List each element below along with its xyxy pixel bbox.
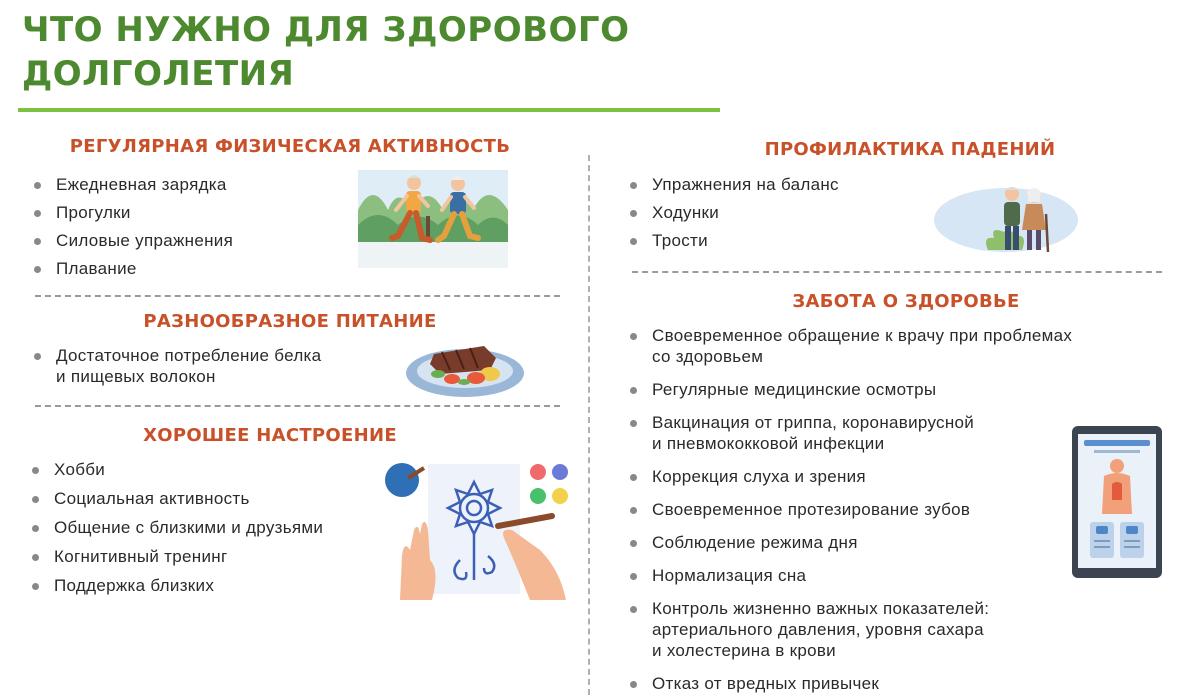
list-item: Когнитивный тренинг (32, 546, 323, 567)
list-item (630, 565, 1072, 586)
section-heading-nutrition: РАЗНООБРАЗНОЕ ПИТАНИЕ (143, 311, 437, 332)
list-item (630, 532, 1072, 553)
list-item-line: Своевременное протезирование зубов (652, 500, 971, 519)
list-item-line: Вакцинация от гриппа, коронавирусной (652, 413, 975, 432)
list-item-line: Коррекция слуха и зрения (652, 467, 866, 486)
list-item-line: Регулярные медицинские осмотры (652, 380, 937, 399)
section-heading-falls: ПРОФИЛАКТИКА ПАДЕНИЙ (764, 139, 1056, 160)
list-item-line: Соблюдение режима дня (652, 533, 858, 552)
list-item: Плавание (34, 258, 233, 279)
list-item: Социальная активность (32, 488, 323, 509)
list-item-line: и холестерина в крови (652, 641, 836, 660)
list-item-line: Достаточное потребление белка (56, 346, 322, 365)
painting-hobby-icon (380, 460, 580, 600)
list-item: Трости (630, 230, 839, 251)
title-underline (18, 108, 720, 112)
section-heading-health: ЗАБОТА О ЗДОРОВЬЕ (792, 291, 1020, 312)
page-title-line-1: ЧТО НУЖНО ДЛЯ ЗДОРОВОГО (22, 10, 630, 50)
list-item (630, 499, 1072, 520)
section-heading-mood: ХОРОШЕЕ НАСТРОЕНИЕ (143, 425, 397, 446)
list-item: Общение с близкими и друзьями (32, 517, 323, 538)
list-item: Упражнения на баланс (630, 174, 839, 195)
nutrition-list (34, 345, 321, 387)
section-heading-activity: РЕГУЛЯРНАЯ ФИЗИЧЕСКАЯ АКТИВНОСТЬ (69, 136, 511, 157)
list-item-line: Своевременное обращение к врачу при проблемах (652, 326, 1073, 345)
list-item: Хобби (32, 459, 323, 480)
tablet-health-app-icon (1070, 424, 1164, 580)
list-item-line: и пищевых волокон (56, 367, 216, 386)
divider-activity-nutrition (35, 295, 560, 297)
list-item (34, 345, 321, 387)
list-item (630, 379, 1072, 400)
list-item (630, 673, 1072, 694)
page-title (22, 8, 629, 96)
list-item-line: Контроль жизненно важных показателей: (652, 599, 990, 618)
list-item-line: артериального давления, уровня сахара (652, 620, 984, 639)
steak-plate-icon (404, 336, 526, 398)
divider-falls-health (632, 271, 1162, 273)
list-item-line: со здоровьем (652, 347, 764, 366)
list-item (630, 412, 1072, 454)
list-item: Поддержка близких (32, 575, 323, 596)
list-item: Ежедневная зарядка (34, 174, 233, 195)
list-item: Силовые упражнения (34, 230, 233, 251)
page-title-line-2: ДОЛГОЛЕТИЯ (22, 54, 295, 94)
list-item (630, 598, 1072, 661)
list-item-line: Отказ от вредных привычек (652, 674, 880, 693)
walking-seniors-icon (358, 170, 508, 268)
list-item-line: Нормализация сна (652, 566, 807, 585)
column-divider (588, 155, 590, 695)
divider-nutrition-mood (35, 405, 560, 407)
activity-list (34, 174, 233, 279)
list-item: Прогулки (34, 202, 233, 223)
falls-list (630, 174, 839, 251)
list-item: Ходунки (630, 202, 839, 223)
health-list (630, 325, 1072, 694)
list-item (630, 325, 1072, 367)
list-item (630, 466, 1072, 487)
mood-list (32, 459, 323, 596)
list-item-line: и пневмококковой инфекции (652, 434, 885, 453)
elderly-couple-cane-icon (934, 180, 1078, 258)
